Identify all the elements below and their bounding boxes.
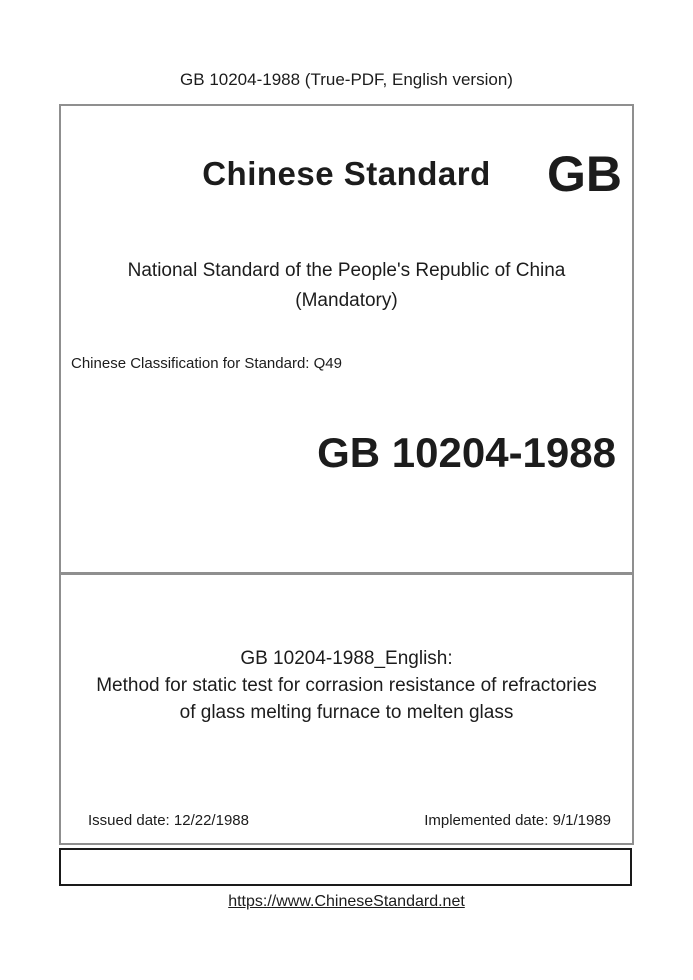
dates-row bbox=[61, 811, 632, 831]
cover-top-section bbox=[61, 106, 632, 575]
page-header-title: GB 10204-1988 (True-PDF, English version) bbox=[180, 70, 513, 89]
implemented-date: Implemented date: 9/1/1989 bbox=[424, 812, 611, 829]
english-title-heading: GB 10204-1988_English: bbox=[240, 648, 453, 669]
website-link[interactable]: https://www.ChineseStandard.net bbox=[228, 893, 465, 910]
cover-bottom-section bbox=[61, 575, 632, 843]
empty-footer-box bbox=[59, 848, 632, 886]
footer bbox=[0, 893, 693, 911]
brand-row bbox=[61, 144, 632, 204]
english-title-line: of glass melting furnace to melten glass bbox=[179, 702, 514, 723]
standard-number: GB 10204-1988 bbox=[317, 429, 616, 476]
national-standard-line: National Standard of the People's Republic of China bbox=[127, 260, 566, 281]
mandatory-line: (Mandatory) bbox=[295, 290, 398, 311]
gb-logo: GB bbox=[547, 146, 622, 202]
national-standard-block bbox=[61, 256, 632, 316]
brand-title: Chinese Standard bbox=[202, 155, 491, 192]
english-title-line: Method for static test for corrasion resistance of refractories bbox=[96, 675, 597, 696]
cover-frame bbox=[59, 104, 634, 845]
issued-date: Issued date: 12/22/1988 bbox=[88, 812, 249, 829]
english-title-block bbox=[61, 645, 632, 726]
classification-line: Chinese Classification for Standard: Q49 bbox=[71, 355, 342, 372]
